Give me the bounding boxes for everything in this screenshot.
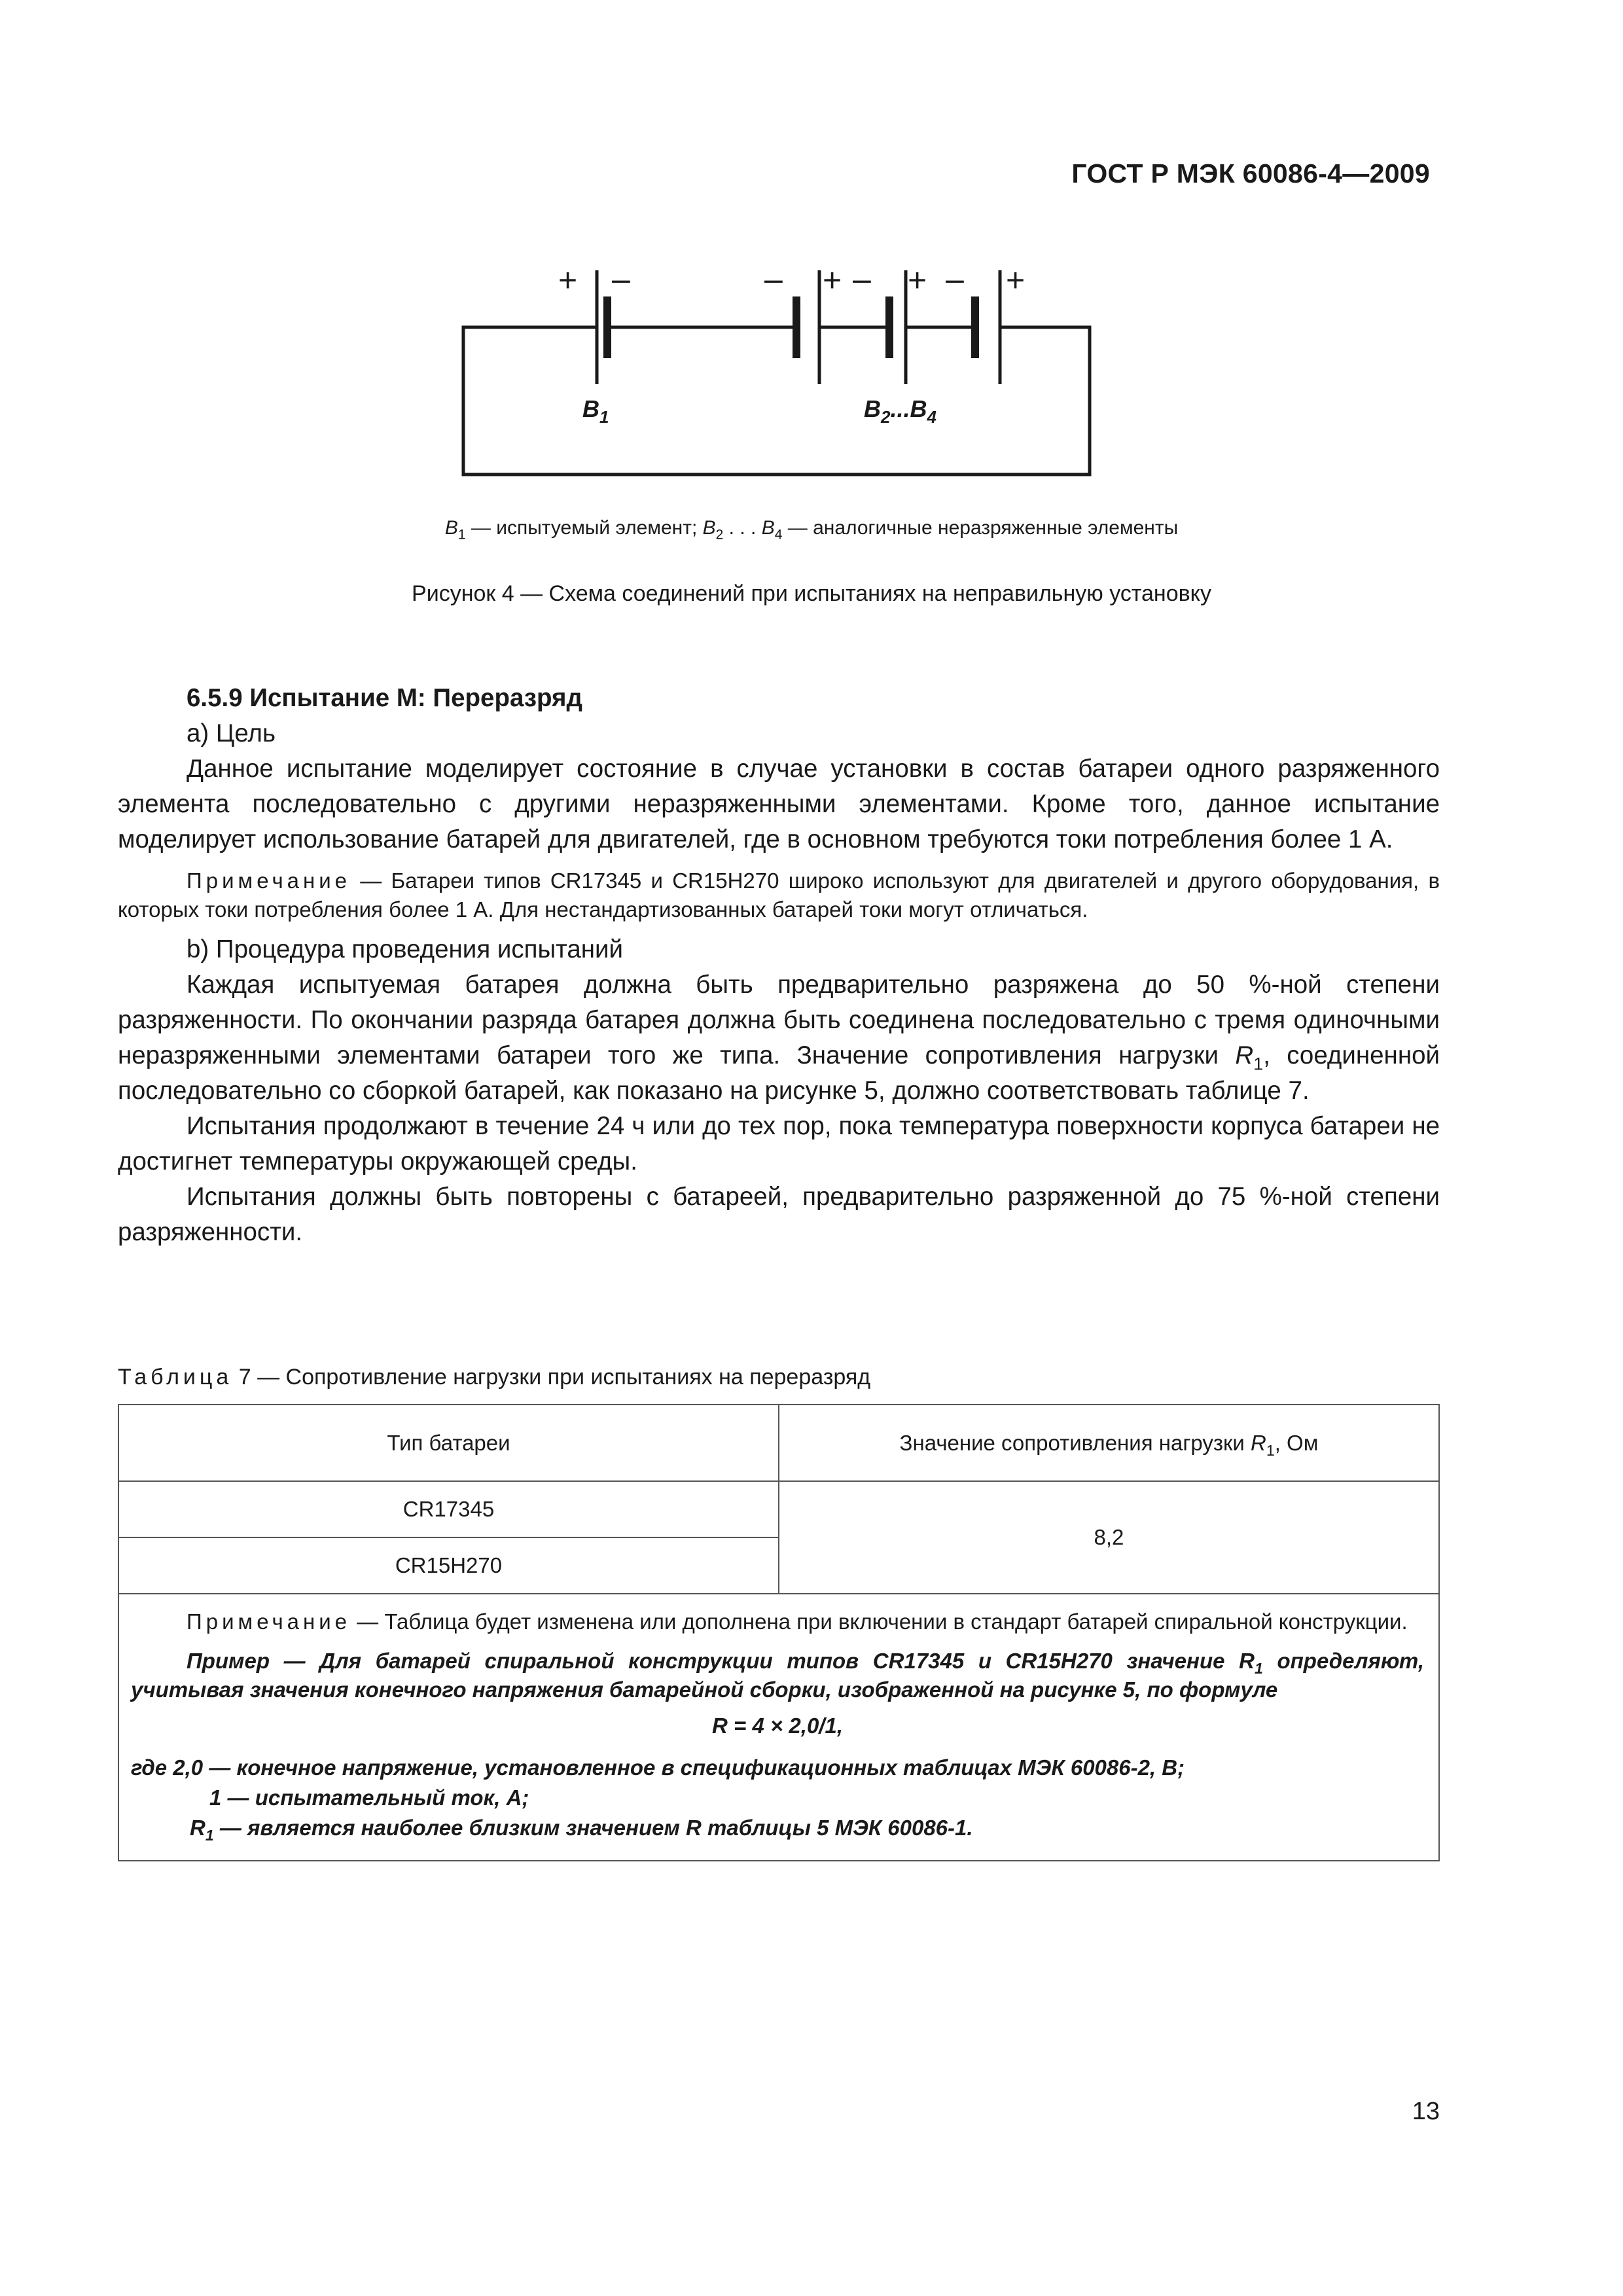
b1-plus-sign: + — [558, 262, 578, 298]
b2-plus-sign: + — [823, 262, 842, 298]
section-title: 6.5.9 Испытание М: Переразряд — [187, 684, 582, 712]
where-line-2: 1 — испытательный ток, А; — [209, 1785, 529, 1810]
example-text: Пример — Для батарей спиральной конструкции типов CR17345 и CR15H270 значение $R_1$ определяют, учитывая значения конечного напряжения батарейной сборки, изображенной на рисунке 5, по формуле — [131, 1649, 1424, 1702]
label-b2-b4: $B_2...B_4$ — [864, 395, 936, 427]
b4-minus-sign: – — [946, 260, 964, 297]
b3-minus-sign: – — [853, 260, 871, 297]
note-label: Примечание — [187, 869, 351, 893]
label-b1: $B_1$ — [582, 395, 609, 427]
circuit-wire — [463, 327, 1090, 475]
table-note-row — [118, 1594, 1439, 1861]
formula: R = 4 × 2,0/1, — [712, 1713, 843, 1738]
b3-plus-sign: + — [908, 262, 927, 298]
resistance-value-cell: 8,2 — [779, 1481, 1439, 1594]
standard-code: ГОСТ Р МЭК 60086-4—2009 — [1071, 158, 1430, 188]
figure-legend: $B_1$ — испытуемый элемент; $B_2$ . . . $B_4$ — аналогичные неразряженные элементы — [444, 517, 1179, 543]
resistance-table — [118, 1404, 1440, 1861]
header-battery-type: Тип батареи — [118, 1405, 779, 1481]
figure-caption: Рисунок 4 — Схема соединений при испытаниях на неправильную установку — [412, 581, 1211, 606]
table-note: Примечание — Таблица будет изменена или дополнена при включении в стандарт батарей спиральной конструкции. — [187, 1609, 1408, 1634]
note-text: — Батареи типов CR17345 и CR15H270 широко используют для двигателей и другого оборудования, в которых токи потребления более 1 А. Для нестандартизованных батарей токи могут отличаться. — [118, 869, 1440, 922]
subsection-a-heading: а) Цель — [187, 719, 276, 747]
page-number: 13 — [1412, 2098, 1440, 2125]
battery-type-cell: CR17345 — [118, 1481, 779, 1537]
section-body — [118, 681, 1440, 1250]
table-note-cell — [118, 1594, 1439, 1861]
table-header-row — [118, 1405, 1439, 1481]
b4-plus-sign: + — [1006, 262, 1026, 298]
paragraph-repeat: Испытания должны быть повторены с батареей, предварительно разряженной до 75 %-ной степени разряженности. — [118, 1183, 1440, 1246]
paragraph-procedure: Каждая испытуемая батарея должна быть предварительно разряжена до 50 %-ной степени разряженности. По окончании разряда батарея должна быть соединена последовательно с тремя одиночными неразряженными элементами батареи того же типа. Значение сопротивления нагрузки $R_1$, соединенной последовательно со сборкой батарей, как показано на рисунке 5, должно соответствовать таблице 7. — [118, 971, 1440, 1105]
note — [118, 867, 1440, 924]
header-resistance: Значение сопротивления нагрузки $R_1$, Ом — [779, 1405, 1439, 1481]
subsection-b-heading: b) Процедура проведения испытаний — [187, 935, 624, 963]
table-caption: Таблица 7 — Сопротивление нагрузки при испытаниях на переразряд — [118, 1365, 871, 1390]
paragraph-duration: Испытания продолжают в течение 24 ч или до тех пор, пока температура поверхности корпуса батареи не достигнет температуры окружающей среды. — [118, 1112, 1440, 1175]
paragraph-purpose: Данное испытание моделирует состояние в случае установки в состав батареи одного разряженного элемента последовательно с другими неразряженными элементами. Кроме того, данное испытание моделирует использование батарей для двигателей, где в основном требуются токи потребления более 1 А. — [118, 755, 1440, 853]
b1-minus-sign: – — [612, 260, 630, 297]
where-line-3: $R_1$ — является наиболее близким значением R таблицы 5 МЭК 60086-1. — [190, 1816, 973, 1844]
battery-type-cell: CR15H270 — [118, 1537, 779, 1594]
where-line-1: где 2,0 — конечное напряжение, установленное в спецификационных таблицах МЭК 60086-2, В; — [131, 1755, 1185, 1780]
b2-minus-sign: – — [764, 260, 783, 297]
circuit-diagram — [452, 259, 1106, 494]
table-row — [118, 1481, 1439, 1537]
